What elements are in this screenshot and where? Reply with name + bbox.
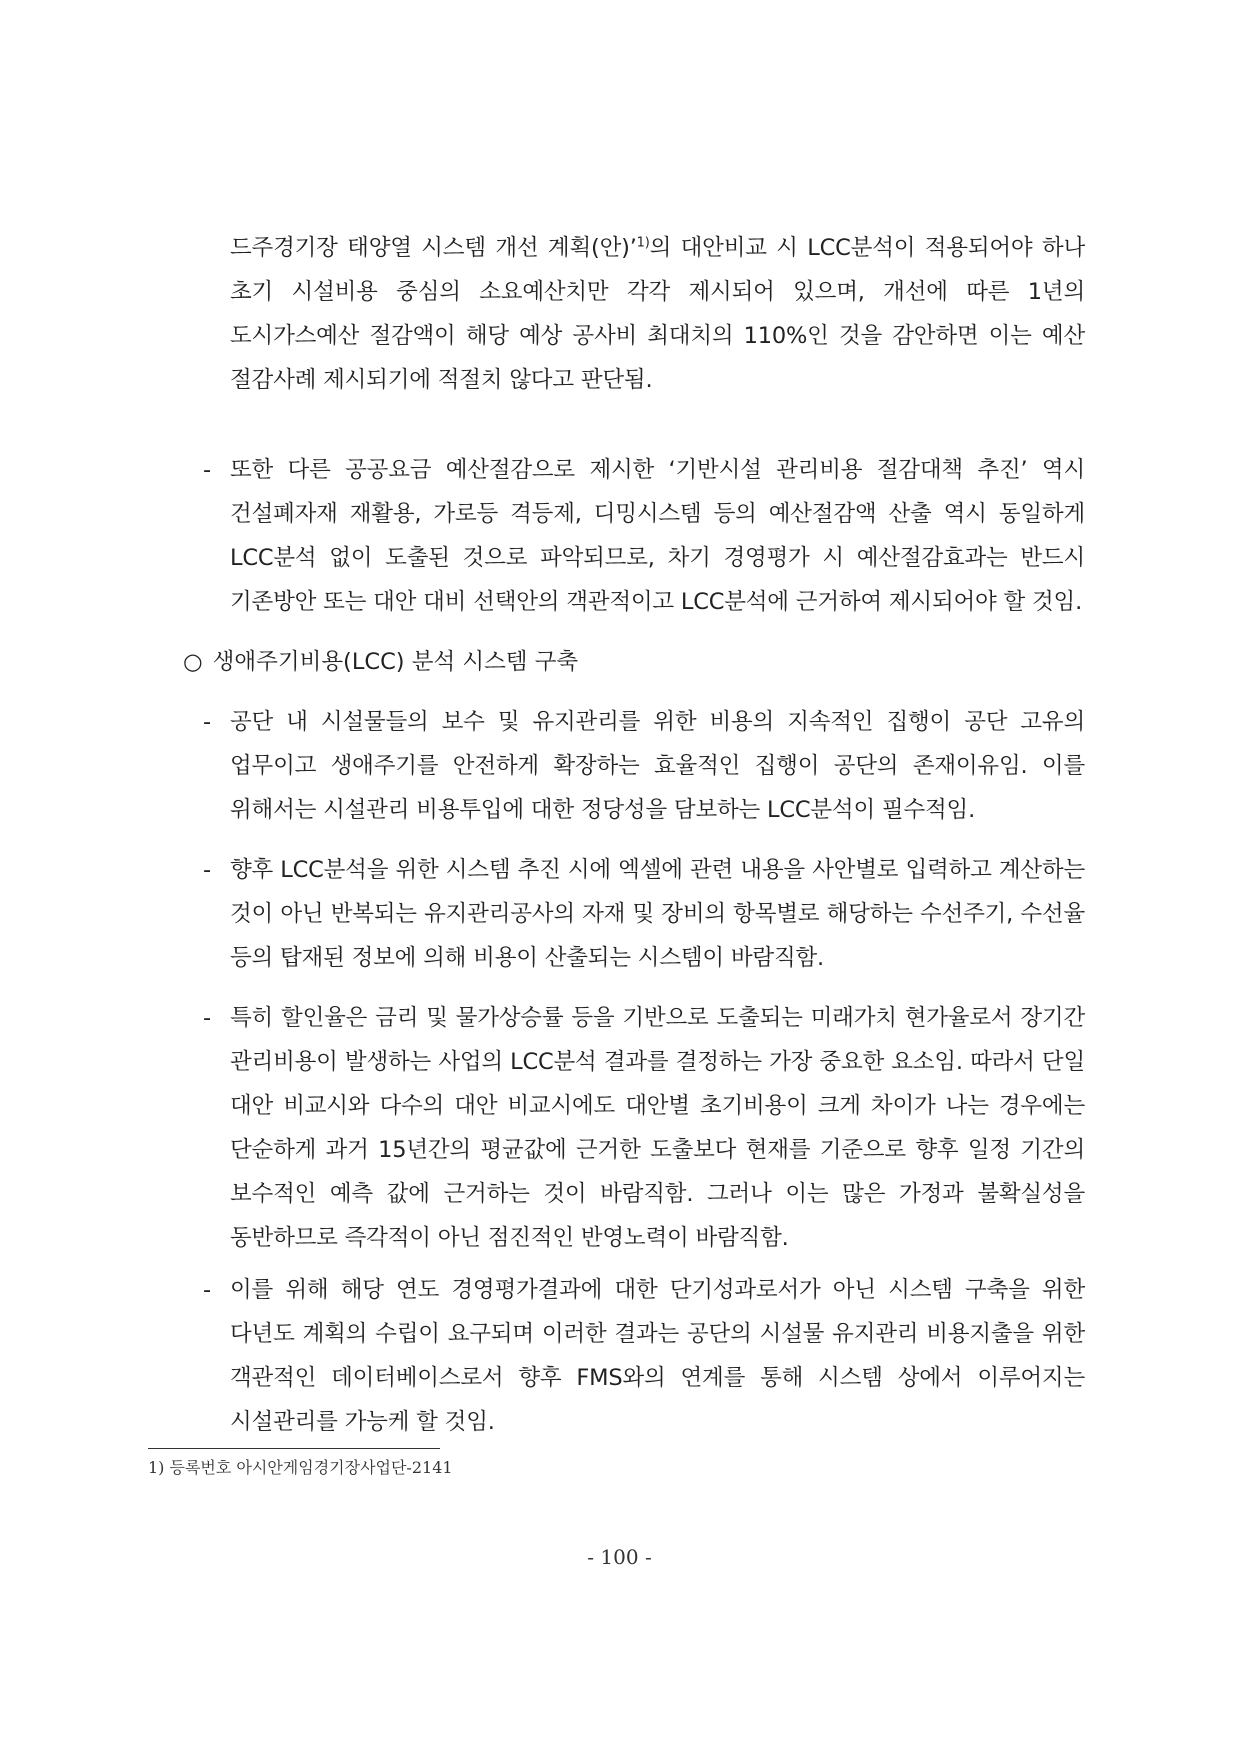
footnote: 1) 등록번호 아시안게임경기장사업단-2141 (148, 1458, 453, 1477)
continued-paragraph (230, 226, 1085, 402)
page-number: - 100 - (587, 1545, 652, 1569)
section-heading (183, 640, 578, 684)
dash-bullet-marker: - (203, 1005, 212, 1031)
dash-bullet-marker: - (203, 709, 212, 735)
bullet-item-discount-rate: 특히 할인율은 금리 및 물가상승률 등을 기반으로 도출되는 미래가치 현가율로서 장기간 관리비용이 발생하는 사업의 LCC분석 결과를 결정하는 가장 중요한 요소임. 따라서 단일 대안 비교시와 다수의 대안 비교시에도 대안별 초기비용이 크게 차이가 나는 경우에는 단순하게 과거 15년간의 평균값에 근거한 도출보다 현재를 기준으로 향후 일정 기간의 보수적인 예측 값에 근거하는 것이 바람직함. 그러나 이는 많은 가정과 불확실성을 동반하므로 즉각적이 아닌 점진적인 반영노력이 바람직함. (230, 1005, 1085, 1251)
footnote-divider (148, 1448, 440, 1449)
dash-bullet-marker: - (203, 1277, 212, 1303)
section-heading-text: 생애주기비용(LCC) 분석 시스템 구축 (212, 649, 579, 675)
dash-bullet-marker: - (203, 457, 212, 483)
footnote-reference[interactable]: 1) (636, 235, 650, 251)
paragraph-text: 의 대안비교 시 LCC분석이 적용되어야 하나 초기 시설비용 중심의 소요예산치만 각각 제시되어 있으며, 개선에 따른 1년의 도시가스예산 절감액이 해당 예상 공사비 최대치의 110%인 것을 감안하면 이는 예산 절감사례 제시되기에 적절치 않다고 판단됨. (230, 235, 1085, 393)
bullet-item-lcc-system: 향후 LCC분석을 위한 시스템 추진 시에 엑셀에 관련 내용을 사안별로 입력하고 계산하는 것이 아닌 반복되는 유지관리공사의 자재 및 장비의 항목별로 해당하는 수선주기, 수선율 등의 탑재된 정보에 의해 비용이 산출되는 시스템이 바람직함. (230, 857, 1085, 971)
bullet-item-facility-maintenance: 공단 내 시설물들의 보수 및 유지관리를 위한 비용의 지속적인 집행이 공단 고유의 업무이고 생애주기를 안전하게 확장하는 효율적인 집행이 공단의 존재이유임. 이를 위해서는 시설관리 비용투입에 대한 정당성을 담보하는 LCC분석이 필수적임. (230, 709, 1085, 823)
bullet-item-multiyear-plan: 이를 위해 해당 연도 경영평가결과에 대한 단기성과로서가 아닌 시스템 구축을 위한 다년도 계획의 수립이 요구되며 이러한 결과는 공단의 시설물 유지관리 비용지출을 위한 객관적인 데이터베이스로서 향후 FMS와의 연계를 통해 시스템 상에서 이루어지는 시설관리를 가능케 할 것임. (230, 1277, 1085, 1435)
dash-bullet-marker: - (203, 857, 212, 883)
paragraph-text: 드주경기장 태양열 시스템 개선 계획(안)’ (230, 235, 637, 261)
circle-bullet-icon: ○ (183, 649, 203, 675)
bullet-item-budget-savings: 또한 다른 공공요금 예산절감으로 제시한 ‘기반시설 관리비용 절감대책 추진’ 역시 건설폐자재 재활용, 가로등 격등제, 디밍시스템 등의 예산절감액 산출 역시 동일하게 LCC분석 없이 도출된 것으로 파악되므로, 차기 경영평가 시 예산절감효과는 반드시 기존방안 또는 대안 대비 선택안의 객관적이고 LCC분석에 근거하여 제시되어야 할 것임. (230, 457, 1085, 615)
